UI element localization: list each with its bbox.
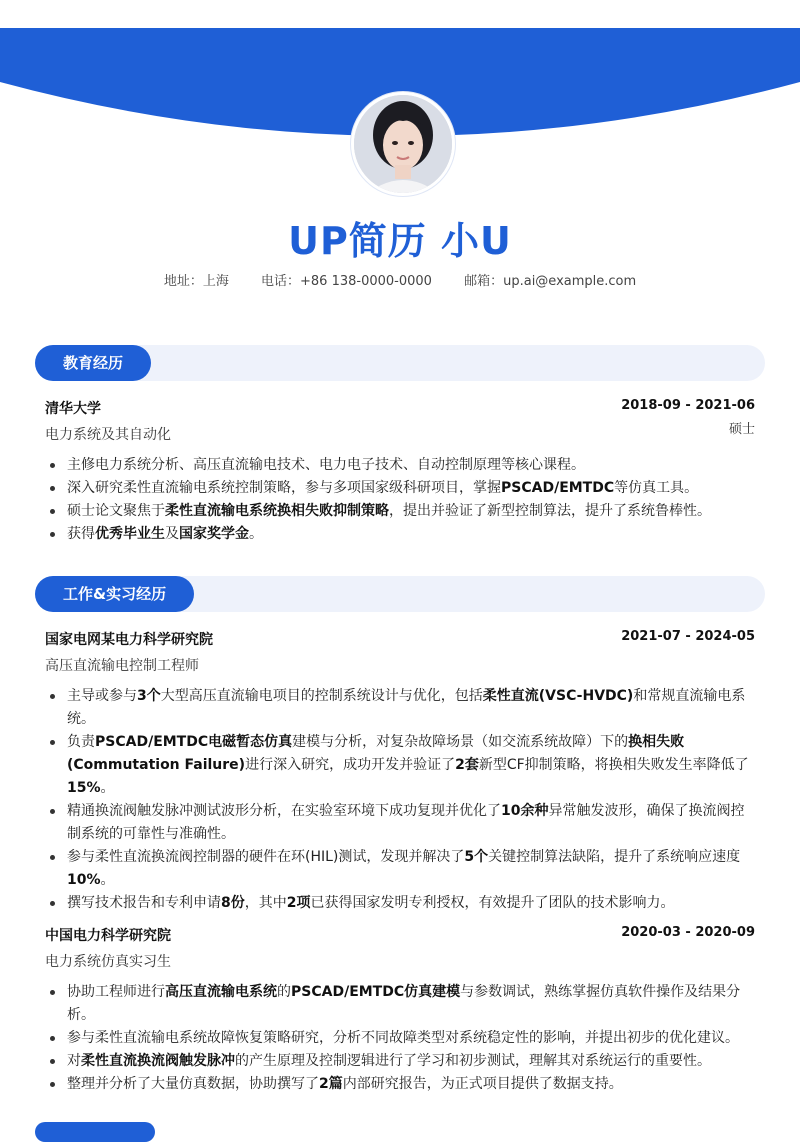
list-item — [45, 892, 755, 915]
text: 的 — [277, 984, 291, 1000]
education-major: 电力系统及其自动化 — [45, 427, 171, 443]
job-role: 高压直流输电控制工程师 — [45, 658, 199, 674]
bold-text: 柔性直流输电系统换相失败抑制策略 — [165, 503, 389, 519]
bold-text: 换相失败(Commutation Failure) — [67, 734, 685, 773]
job-entry-2 — [45, 925, 755, 1096]
education-degree: 硕士 — [728, 422, 755, 437]
text: 异常触发波形，确保了换流阀控制系统的可靠性与准确性。 — [67, 803, 745, 842]
job-org: 国家电网某电力科学研究院 — [45, 632, 213, 648]
work-section-title: 工作&实习经历 — [35, 576, 194, 612]
list-item — [45, 1050, 755, 1073]
bold-text: 10% — [67, 872, 101, 888]
list-item — [45, 685, 755, 731]
address-label: 地址： — [163, 274, 203, 289]
bold-text: 柔性直流换流阀触发脉冲 — [81, 1053, 235, 1069]
education-section-header — [35, 345, 765, 381]
portrait-icon — [354, 95, 452, 193]
education-entry — [45, 398, 755, 546]
list-item — [45, 500, 755, 523]
list-item — [45, 477, 755, 500]
text: 内部研究报告，为正式项目提供了数据支持。 — [342, 1076, 623, 1092]
job-role: 电力系统仿真实习生 — [45, 954, 171, 970]
text: 与参数调试，熟练掌握仿真软件操作及结果分析。 — [67, 984, 741, 1023]
text: 的产生原理及控制逻辑进行了学习和初步测试，理解其对系统运行的重要性。 — [235, 1053, 711, 1069]
bold-text: 3个 — [137, 688, 161, 704]
text: 参与柔性直流输电系统故障恢复策略研究，分析不同故障类型对系统稳定性的影响，并提出初步的优化建议。 — [67, 1030, 739, 1046]
list-item — [45, 1027, 755, 1050]
text: 等仿真工具。 — [614, 480, 699, 496]
education-section-title: 教育经历 — [35, 345, 151, 381]
text: 。 — [100, 780, 115, 796]
school-name: 清华大学 — [45, 401, 101, 417]
phone-value: +86 138-0000-0000 — [300, 274, 432, 289]
text: 主修电力系统分析、高压直流输电技术、电力电子技术、自动控制原理等核心课程。 — [67, 457, 585, 473]
bold-text: 优秀毕业生 — [95, 526, 165, 542]
text: 及 — [165, 526, 179, 542]
text: 协助工程师进行 — [67, 984, 165, 1000]
text: 获得 — [67, 526, 95, 542]
bold-text: 8份 — [221, 895, 245, 911]
page-title: UP简历 小U — [288, 219, 512, 263]
bold-text: 2套 — [455, 757, 479, 773]
text: ，提出并验证了新型控制算法，提升了系统鲁棒性。 — [389, 503, 711, 519]
text: 硕士论文聚焦于 — [67, 503, 165, 519]
bold-text: 5个 — [464, 849, 489, 865]
bold-text: PSCAD/EMTDC — [501, 480, 615, 496]
list-item — [45, 523, 755, 546]
list-item — [45, 800, 755, 846]
list-item — [45, 981, 755, 1027]
education-date: 2018-09 - 2021-06 — [621, 398, 755, 413]
text: 主导或参与 — [67, 688, 137, 704]
text: 新型CF抑制策略，将换相失败发生率降低了 — [478, 757, 749, 773]
job-bullets — [45, 685, 755, 915]
job-bullets — [45, 981, 755, 1096]
list-item — [45, 454, 755, 477]
next-section-pill — [35, 1122, 155, 1142]
bold-text: 15% — [67, 780, 101, 796]
text: 进行深入研究，成功开发并验证了 — [245, 757, 456, 773]
phone-label: 电话： — [261, 274, 301, 289]
text: 已获得国家发明专利授权，有效提升了团队的技术影响力。 — [310, 895, 675, 911]
text: 精通换流阀触发脉冲测试波形分析，在实验室环境下成功复现并优化了 — [67, 803, 501, 819]
text: 撰写技术报告和专利申请 — [67, 895, 221, 911]
text: 负责 — [67, 734, 95, 750]
bold-text: 高压直流输电系统 — [165, 984, 277, 1000]
avatar — [351, 92, 455, 196]
job-entry-1 — [45, 629, 755, 915]
text: 深入研究柔性直流输电系统控制策略，参与多项国家级科研项目，掌握 — [67, 480, 501, 496]
text: 和常规直流输电系统。 — [67, 688, 746, 727]
email-label: 邮箱： — [464, 274, 504, 289]
list-item — [45, 846, 755, 892]
text: 大型高压直流输电项目的控制系统设计与优化，包括 — [160, 688, 483, 704]
contact-email — [464, 274, 636, 289]
text: 。 — [100, 872, 115, 888]
work-section-header — [35, 576, 765, 612]
text: 关键控制算法缺陷，提升了系统响应速度 — [488, 849, 741, 865]
address-value: 上海 — [202, 274, 229, 289]
job-date: 2020-03 - 2020-09 — [621, 925, 755, 940]
text: ，其中 — [244, 895, 287, 911]
bold-text: PSCAD/EMTDC电磁暂态仿真 — [95, 734, 293, 750]
list-item — [45, 1073, 755, 1096]
contact-phone — [261, 274, 432, 289]
bold-text: 柔性直流(VSC-HVDC) — [482, 688, 634, 704]
job-org: 中国电力科学研究院 — [45, 928, 171, 944]
list-item — [45, 731, 755, 800]
bold-text: 10余种 — [501, 803, 549, 819]
text: 建模与分析，对复杂故障场景（如交流系统故障）下的 — [292, 734, 629, 750]
education-bullets — [45, 454, 755, 546]
bold-text: PSCAD/EMTDC仿真建模 — [291, 984, 461, 1000]
contact-address — [164, 274, 229, 289]
text: 对 — [67, 1053, 81, 1069]
email-value: up.ai@example.com — [503, 274, 637, 289]
job-date: 2021-07 - 2024-05 — [621, 629, 755, 644]
text: 整理并分析了大量仿真数据，协助撰写了 — [67, 1076, 319, 1092]
text: 参与柔性直流换流阀控制器的硬件在环(HIL)测试，发现并解决了 — [67, 849, 465, 865]
bold-text: 2篇 — [319, 1076, 343, 1092]
text: 。 — [249, 526, 263, 542]
bold-text: 国家奖学金 — [179, 526, 249, 542]
bold-text: 2项 — [286, 895, 311, 911]
contact-info — [0, 270, 800, 289]
